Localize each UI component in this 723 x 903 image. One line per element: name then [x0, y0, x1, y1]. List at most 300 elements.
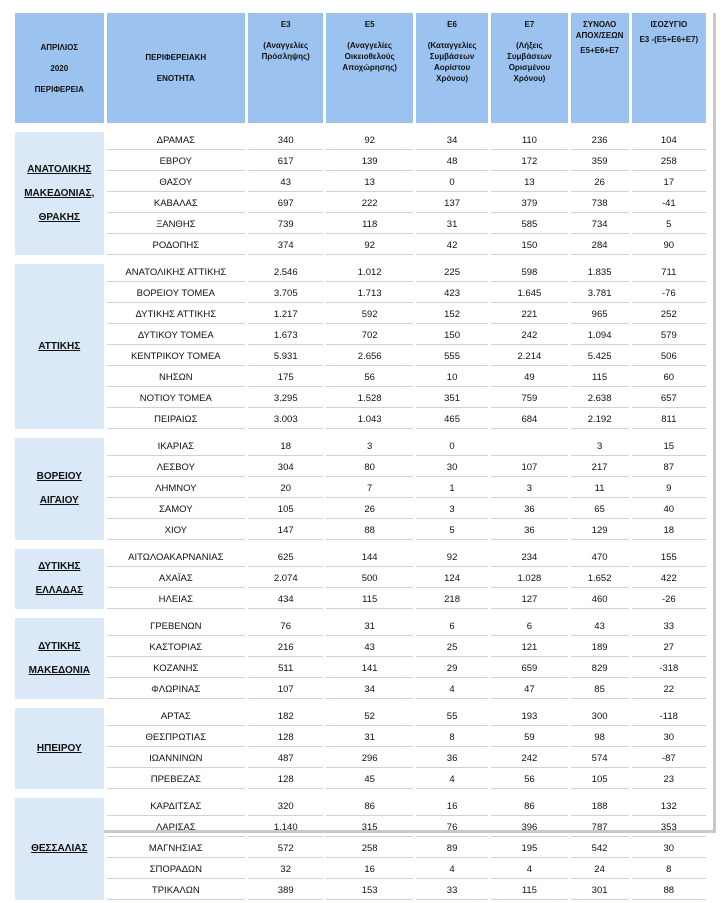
total-cell: 188 — [571, 798, 629, 816]
unit-cell: ΛΕΣΒΟΥ — [107, 459, 245, 477]
e6-cell: 3 — [416, 501, 488, 519]
header-e6-code: Ε6 — [447, 20, 457, 29]
e3-cell: 3.003 — [248, 411, 323, 429]
header-unit — [107, 13, 245, 123]
e3-cell: 2.546 — [248, 264, 323, 282]
table-row — [15, 480, 706, 498]
e3-cell: 1.140 — [248, 819, 323, 837]
table-row — [15, 729, 706, 747]
unit-cell: ΠΕΙΡΑΙΩΣ — [107, 411, 245, 429]
header-e7-code: Ε7 — [524, 20, 535, 29]
e7-cell: 150 — [491, 237, 567, 255]
table-row — [15, 660, 706, 678]
unit-cell: ΘΑΣΟΥ — [107, 174, 245, 192]
unit-cell: ΚΑΡΔΙΤΣΑΣ — [107, 798, 245, 816]
header-balance — [632, 13, 706, 123]
e5-cell: 118 — [326, 216, 413, 234]
e3-cell: 434 — [248, 591, 323, 609]
e3-cell: 1.217 — [248, 306, 323, 324]
e5-cell: 1.043 — [326, 411, 413, 429]
header-e6 — [416, 13, 488, 123]
header-e3-desc1: (Αναγγελίες — [263, 41, 309, 50]
unit-cell: ΑΧΑΪΑΣ — [107, 570, 245, 588]
e7-cell: 585 — [491, 216, 567, 234]
e6-cell: 1 — [416, 480, 488, 498]
e5-cell: 115 — [326, 591, 413, 609]
e5-cell: 1.713 — [326, 285, 413, 303]
e3-cell: 128 — [248, 729, 323, 747]
balance-cell: -118 — [632, 708, 706, 726]
e6-cell: 137 — [416, 195, 488, 213]
e6-cell: 89 — [416, 840, 488, 858]
group-separator — [15, 792, 706, 795]
header-e5-desc1: (Αναγγελίες — [347, 41, 393, 50]
total-cell: 3.781 — [571, 285, 629, 303]
balance-cell: -76 — [632, 285, 706, 303]
e5-cell: 26 — [326, 501, 413, 519]
e7-cell: 172 — [491, 153, 567, 171]
e3-cell: 487 — [248, 750, 323, 768]
balance-cell: -318 — [632, 660, 706, 678]
balance-cell: 30 — [632, 729, 706, 747]
total-cell: 65 — [571, 501, 629, 519]
e7-cell: 1.645 — [491, 285, 567, 303]
e3-cell: 3.705 — [248, 285, 323, 303]
e5-cell: 258 — [326, 840, 413, 858]
e5-cell: 31 — [326, 618, 413, 636]
table-row — [15, 327, 706, 345]
e3-cell: 2.074 — [248, 570, 323, 588]
e7-cell — [491, 438, 567, 456]
report-frame — [12, 10, 713, 896]
table-row — [15, 174, 706, 192]
total-cell: 26 — [571, 174, 629, 192]
table-row — [15, 459, 706, 477]
total-cell: 284 — [571, 237, 629, 255]
e7-cell: 659 — [491, 660, 567, 678]
total-cell: 3 — [571, 438, 629, 456]
header-e3-code: Ε3 — [280, 20, 291, 29]
header-e6-desc4: Χρόνου) — [436, 74, 468, 83]
table-row — [15, 639, 706, 657]
region-cell[interactable] — [15, 549, 104, 609]
e5-cell: 34 — [326, 681, 413, 699]
balance-cell: 33 — [632, 618, 706, 636]
table-row — [15, 570, 706, 588]
total-cell: 542 — [571, 840, 629, 858]
unit-cell: ΝΗΣΩΝ — [107, 369, 245, 387]
e5-cell: 1.012 — [326, 264, 413, 282]
e5-cell: 86 — [326, 798, 413, 816]
total-cell: 1.094 — [571, 327, 629, 345]
e3-cell: 304 — [248, 459, 323, 477]
e6-cell: 225 — [416, 264, 488, 282]
e3-cell: 617 — [248, 153, 323, 171]
table-row — [15, 681, 706, 699]
unit-cell: ΛΗΜΝΟΥ — [107, 480, 245, 498]
balance-cell: 104 — [632, 132, 706, 150]
balance-cell: 8 — [632, 861, 706, 879]
e5-cell: 315 — [326, 819, 413, 837]
region-name-line[interactable]: ΜΑΚΕΔΟΝΙΑΣ, — [24, 187, 95, 199]
balance-cell: -26 — [632, 591, 706, 609]
header-region — [15, 13, 104, 123]
e6-cell: 16 — [416, 798, 488, 816]
table-row — [15, 708, 706, 726]
e7-cell: 13 — [491, 174, 567, 192]
e7-cell: 49 — [491, 369, 567, 387]
e5-cell: 296 — [326, 750, 413, 768]
e6-cell: 351 — [416, 390, 488, 408]
total-cell: 734 — [571, 216, 629, 234]
header-e5-code: Ε5 — [364, 20, 375, 29]
unit-cell: ΑΝΑΤΟΛΙΚΗΣ ΑΤΤΙΚΗΣ — [107, 264, 245, 282]
unit-cell: ΔΡΑΜΑΣ — [107, 132, 245, 150]
group-separator — [15, 543, 706, 546]
e6-cell: 218 — [416, 591, 488, 609]
e7-cell: 396 — [491, 819, 567, 837]
region-cell[interactable] — [15, 132, 104, 255]
unit-cell: ΙΩΑΝΝΙΝΩΝ — [107, 750, 245, 768]
e3-cell: 697 — [248, 195, 323, 213]
e3-cell: 739 — [248, 216, 323, 234]
e3-cell: 107 — [248, 681, 323, 699]
header-unit-line2: ΕΝΟΤΗΤΑ — [156, 74, 195, 83]
table-row — [15, 750, 706, 768]
e3-cell: 32 — [248, 861, 323, 879]
e6-cell: 465 — [416, 411, 488, 429]
unit-cell: ΤΡΙΚΑΛΩΝ — [107, 882, 245, 900]
table-row — [15, 369, 706, 387]
region-name-line[interactable]: ΒΟΡΕΙΟΥ — [36, 471, 82, 482]
table-row — [15, 285, 706, 303]
e3-cell: 43 — [248, 174, 323, 192]
region-name-line[interactable]: ΘΡΑΚΗΣ — [38, 211, 80, 223]
balance-cell: 711 — [632, 264, 706, 282]
unit-cell: ΣΑΜΟΥ — [107, 501, 245, 519]
e5-cell: 153 — [326, 882, 413, 900]
e5-cell: 592 — [326, 306, 413, 324]
e6-cell: 423 — [416, 285, 488, 303]
e3-cell: 182 — [248, 708, 323, 726]
separator-cell — [15, 792, 706, 795]
total-cell: 460 — [571, 591, 629, 609]
region-name-line[interactable]: ΑΙΓΑΙΟΥ — [39, 495, 79, 506]
unit-cell: ΒΟΡΕΙΟΥ ΤΟΜΕΑ — [107, 285, 245, 303]
e6-cell: 5 — [416, 522, 488, 540]
table-row — [15, 264, 706, 282]
balance-cell: 506 — [632, 348, 706, 366]
table-row — [15, 306, 706, 324]
balance-cell: 657 — [632, 390, 706, 408]
e6-cell: 8 — [416, 729, 488, 747]
total-cell: 2.638 — [571, 390, 629, 408]
total-cell: 301 — [571, 882, 629, 900]
unit-cell: ΚΑΣΤΟΡΙΑΣ — [107, 639, 245, 657]
header-total-formula: Ε5+Ε6+Ε7 — [580, 46, 619, 55]
balance-cell: 9 — [632, 480, 706, 498]
e7-cell: 221 — [491, 306, 567, 324]
e5-cell: 2.656 — [326, 348, 413, 366]
total-cell: 359 — [571, 153, 629, 171]
group-separator — [15, 126, 706, 129]
e7-cell: 3 — [491, 480, 567, 498]
unit-cell: ΡΟΔΟΠΗΣ — [107, 237, 245, 255]
header-e3-desc2: Πρόσληψης) — [261, 52, 310, 61]
table-row — [15, 591, 706, 609]
unit-cell: ΓΡΕΒΕΝΩΝ — [107, 618, 245, 636]
group-separator — [15, 432, 706, 435]
e3-cell: 216 — [248, 639, 323, 657]
header-total-line1: ΣΥΝΟΛΟ — [582, 20, 617, 29]
e7-cell: 759 — [491, 390, 567, 408]
region-name-line[interactable]: ΑΝΑΤΟΛΙΚΗΣ — [27, 163, 92, 175]
e6-cell: 4 — [416, 681, 488, 699]
total-cell: 217 — [571, 459, 629, 477]
total-cell: 470 — [571, 549, 629, 567]
e6-cell: 152 — [416, 306, 488, 324]
balance-cell: -41 — [632, 195, 706, 213]
region-cell[interactable] — [15, 798, 104, 900]
header-e5 — [326, 13, 413, 123]
table-row — [15, 438, 706, 456]
separator-cell — [15, 258, 706, 261]
table-row — [15, 411, 706, 429]
balance-cell: 87 — [632, 459, 706, 477]
e7-cell: 379 — [491, 195, 567, 213]
total-cell: 11 — [571, 480, 629, 498]
header-region-month: ΑΠΡΙΛΙΟΣ — [40, 42, 79, 52]
e3-cell: 374 — [248, 237, 323, 255]
e5-cell: 3 — [326, 438, 413, 456]
group-separator — [15, 258, 706, 261]
e5-cell: 80 — [326, 459, 413, 477]
balance-cell: 252 — [632, 306, 706, 324]
e5-cell: 92 — [326, 237, 413, 255]
e3-cell: 511 — [248, 660, 323, 678]
e7-cell: 234 — [491, 549, 567, 567]
e7-cell: 684 — [491, 411, 567, 429]
header-e3 — [248, 13, 323, 123]
region-name-line[interactable]: ΑΤΤΙΚΗΣ — [38, 340, 81, 352]
balance-cell: 17 — [632, 174, 706, 192]
unit-cell: ΑΡΤΑΣ — [107, 708, 245, 726]
e7-cell: 195 — [491, 840, 567, 858]
e6-cell: 4 — [416, 861, 488, 879]
e6-cell: 31 — [416, 216, 488, 234]
e5-cell: 88 — [326, 522, 413, 540]
e5-cell: 7 — [326, 480, 413, 498]
total-cell: 738 — [571, 195, 629, 213]
table-row — [15, 549, 706, 567]
e3-cell: 389 — [248, 882, 323, 900]
unit-cell: ΜΑΓΝΗΣΙΑΣ — [107, 840, 245, 858]
e5-cell: 43 — [326, 639, 413, 657]
e6-cell: 76 — [416, 819, 488, 837]
e3-cell: 572 — [248, 840, 323, 858]
e7-cell: 107 — [491, 459, 567, 477]
balance-cell: 811 — [632, 411, 706, 429]
region-cell[interactable] — [15, 618, 104, 699]
total-cell: 24 — [571, 861, 629, 879]
e7-cell: 47 — [491, 681, 567, 699]
table-row — [15, 819, 706, 837]
table-row — [15, 153, 706, 171]
e6-cell: 36 — [416, 750, 488, 768]
e7-cell: 4 — [491, 861, 567, 879]
e5-cell: 222 — [326, 195, 413, 213]
region-name-line[interactable]: ΔΥΤΙΚΗΣ — [38, 561, 81, 572]
e3-cell: 20 — [248, 480, 323, 498]
e3-cell: 76 — [248, 618, 323, 636]
e7-cell: 86 — [491, 798, 567, 816]
e6-cell: 29 — [416, 660, 488, 678]
region-name-line[interactable]: ΕΛΛΑΔΑΣ — [35, 585, 84, 596]
header-e7-desc1: (Λήξεις — [516, 41, 543, 50]
table-row — [15, 798, 706, 816]
e5-cell: 16 — [326, 861, 413, 879]
unit-cell: ΦΛΩΡΙΝΑΣ — [107, 681, 245, 699]
balance-cell: 88 — [632, 882, 706, 900]
header-region-year: 2020 — [50, 63, 69, 73]
table-row — [15, 840, 706, 858]
header-balance-title: ΙΣΟΖΥΓΙΟ — [650, 20, 688, 29]
e6-cell: 0 — [416, 174, 488, 192]
e6-cell: 34 — [416, 132, 488, 150]
region-name-line[interactable]: ΗΠΕΙΡΟΥ — [36, 742, 82, 754]
e3-cell: 320 — [248, 798, 323, 816]
header-region-label: ΠΕΡΙΦΕΡΕΙΑ — [34, 84, 84, 94]
balance-cell: 22 — [632, 681, 706, 699]
total-cell: 85 — [571, 681, 629, 699]
e3-cell: 18 — [248, 438, 323, 456]
total-cell: 574 — [571, 750, 629, 768]
e7-cell: 56 — [491, 771, 567, 789]
e6-cell: 6 — [416, 618, 488, 636]
e3-cell: 340 — [248, 132, 323, 150]
e3-cell: 625 — [248, 549, 323, 567]
unit-cell: ΙΚΑΡΙΑΣ — [107, 438, 245, 456]
e5-cell: 13 — [326, 174, 413, 192]
balance-cell: 27 — [632, 639, 706, 657]
unit-cell: ΣΠΟΡΑΔΩΝ — [107, 861, 245, 879]
region-cell[interactable] — [15, 708, 104, 789]
table-header — [15, 13, 706, 123]
balance-cell: 40 — [632, 501, 706, 519]
header-balance-formula: Ε3 -(Ε5+Ε6+Ε7) — [639, 35, 699, 44]
e3-cell: 5.931 — [248, 348, 323, 366]
e3-cell: 128 — [248, 771, 323, 789]
header-e7-desc3: Ορισμένου — [508, 63, 551, 72]
region-name-line[interactable]: ΘΕΣΣΑΛΙΑΣ — [31, 843, 88, 854]
e6-cell: 48 — [416, 153, 488, 171]
header-e6-desc3: Αορίστου — [433, 63, 471, 72]
total-cell: 105 — [571, 771, 629, 789]
total-cell: 115 — [571, 369, 629, 387]
table-row — [15, 390, 706, 408]
e6-cell: 124 — [416, 570, 488, 588]
separator-cell — [15, 702, 706, 705]
e6-cell: 555 — [416, 348, 488, 366]
table-row — [15, 771, 706, 789]
header-total — [571, 13, 629, 123]
balance-cell: 422 — [632, 570, 706, 588]
header-e5-desc3: Αποχώρησης) — [342, 63, 397, 72]
unit-cell: ΞΑΝΘΗΣ — [107, 216, 245, 234]
e5-cell: 52 — [326, 708, 413, 726]
e5-cell: 144 — [326, 549, 413, 567]
total-cell: 965 — [571, 306, 629, 324]
region-cell[interactable] — [15, 264, 104, 429]
e7-cell: 36 — [491, 522, 567, 540]
balance-cell: -87 — [632, 750, 706, 768]
e6-cell: 0 — [416, 438, 488, 456]
unit-cell: ΑΙΤΩΛΟΑΚΑΡΝΑΝΙΑΣ — [107, 549, 245, 567]
unit-cell: ΛΑΡΙΣΑΣ — [107, 819, 245, 837]
separator-cell — [15, 432, 706, 435]
header-e7-desc4: Χρόνου) — [513, 74, 546, 83]
total-cell: 300 — [571, 708, 629, 726]
total-cell: 1.835 — [571, 264, 629, 282]
e7-cell: 121 — [491, 639, 567, 657]
balance-cell: 90 — [632, 237, 706, 255]
table-row — [15, 195, 706, 213]
unit-cell: ΚΑΒΑΛΑΣ — [107, 195, 245, 213]
table-row — [15, 882, 706, 900]
e7-cell: 2.214 — [491, 348, 567, 366]
e7-cell: 36 — [491, 501, 567, 519]
e3-cell: 3.295 — [248, 390, 323, 408]
region-name-line[interactable]: ΔΥΤΙΚΗΣ — [38, 640, 81, 652]
e5-cell: 500 — [326, 570, 413, 588]
header-e5-desc2: Οικειοθελούς — [344, 52, 395, 61]
unit-cell: ΠΡΕΒΕΖΑΣ — [107, 771, 245, 789]
header-total-line2: ΑΠΟΧ/ΣΕΩΝ — [575, 31, 624, 40]
balance-cell: 353 — [632, 819, 706, 837]
e5-cell: 702 — [326, 327, 413, 345]
e6-cell: 25 — [416, 639, 488, 657]
header-unit-line1: ΠΕΡΙΦΕΡΕΙΑΚΗ — [145, 53, 207, 62]
e5-cell: 139 — [326, 153, 413, 171]
header-e6-desc1: (Καταγγελίες — [427, 41, 477, 50]
e3-cell: 147 — [248, 522, 323, 540]
e3-cell: 1.673 — [248, 327, 323, 345]
table-row — [15, 132, 706, 150]
e5-cell: 92 — [326, 132, 413, 150]
group-separator — [15, 702, 706, 705]
balance-cell: 30 — [632, 840, 706, 858]
balance-cell: 132 — [632, 798, 706, 816]
separator-cell — [15, 126, 706, 129]
separator-cell — [15, 612, 706, 615]
region-name-line[interactable]: ΜΑΚΕΔΟΝΙΑ — [28, 664, 90, 676]
balance-cell: 18 — [632, 522, 706, 540]
unit-cell: ΔΥΤΙΚΟΥ ΤΟΜΕΑ — [107, 327, 245, 345]
balance-cell: 258 — [632, 153, 706, 171]
total-cell: 5.425 — [571, 348, 629, 366]
unit-cell: ΝΟΤΙΟΥ ΤΟΜΕΑ — [107, 390, 245, 408]
separator-cell — [15, 543, 706, 546]
balance-cell: 5 — [632, 216, 706, 234]
total-cell: 829 — [571, 660, 629, 678]
balance-cell: 579 — [632, 327, 706, 345]
header-e6-desc2: Συμβάσεων — [429, 52, 475, 61]
e3-cell: 175 — [248, 369, 323, 387]
e5-cell: 45 — [326, 771, 413, 789]
table-row — [15, 861, 706, 879]
region-cell[interactable] — [15, 438, 104, 540]
e6-cell: 92 — [416, 549, 488, 567]
